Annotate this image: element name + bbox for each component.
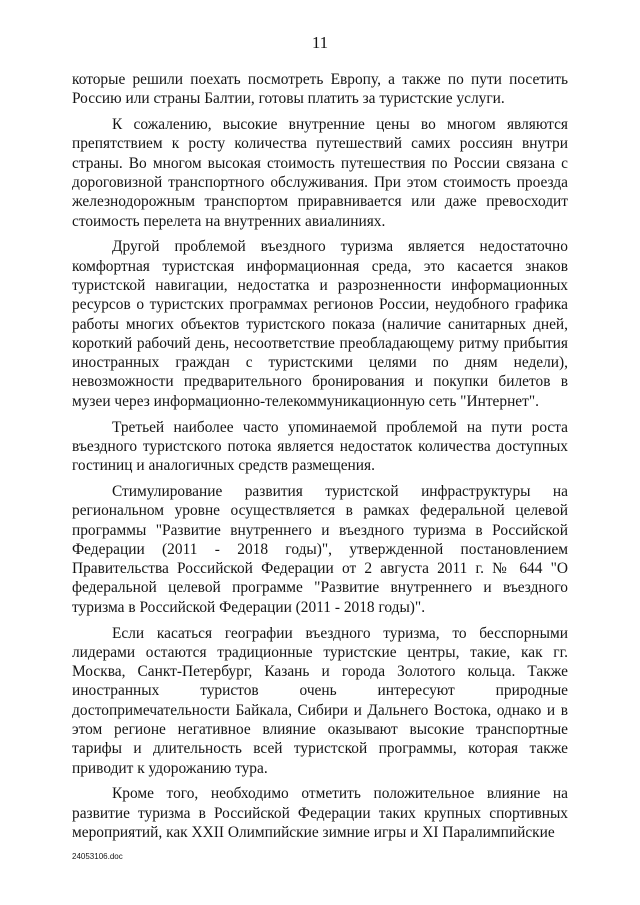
paragraph-geography: Если касаться географии въездного туризма, то бесспорными лидерами остаются традиционные туристские центры, такие, как гг. Москва, Санкт-Петербург, Казань и города Золотого кольца. Также иностранных туристов очень интересуют природные достопримечательности Байкала, Сибири и Дальнего Востока, однако и в этом регионе негативное влияние оказывают высокие транспортные тарифы и длительность всей туристской программы, которая также приводит к удорожанию тура. bbox=[72, 624, 568, 777]
paragraph-hotel-shortage: Третьей наиболее часто упоминаемой проблемой на пути роста въездного туристского потока является недостаток количества доступных гостиниц и аналогичных средств размещения. bbox=[72, 418, 568, 475]
paragraph-infrastructure-program: Стимулирование развития туристской инфраструктуры на региональном уровне осуществляется в рамках федеральной целевой программы "Развитие внутреннего и въездного туризма в Российской Федерации (2011 - 2018 годы)", утвержденной постановлением Правительства Российской Федерации от 2 августа 2011 г. № 644 "О федеральной целевой программе "Развитие внутреннего и въездного туризма в Российской Федерации (2011 - 2018 годы)". bbox=[72, 482, 568, 616]
page-number: 11 bbox=[311, 33, 329, 52]
paragraph-continuation: которые решили поехать посмотреть Европу, а также по пути посетить Россию или страны Балтии, готовы платить за туристские услуги. bbox=[72, 71, 568, 108]
document-body bbox=[72, 70, 568, 849]
paragraph-information-environment: Другой проблемой въездного туризма является недостаточно комфортная туристская информационная среда, это касается знаков туристской навигации, недостатка и разрозненности информационных ресурсов о туристских программах регионов России, неудобного графика работы многих объектов туристского показа (наличие санитарных дней, короткий рабочий день, несоответствие преобладающему ритму прибытия иностранных граждан с туристскими целями по дням недели), невозможности предварительного бронирования и покупки билетов в музеи через информационно-телекоммуникационную сеть "Интернет". bbox=[72, 238, 568, 410]
paragraph-sport-events: Кроме того, необходимо отметить положительное влияние на развитие туризма в Российской Федерации таких крупных спортивных мероприятий, как XXII Олимпийские зимние игры и XI Паралимпийские bbox=[72, 785, 568, 841]
footer-filename: 24053106.doc bbox=[72, 852, 123, 861]
paragraph-high-prices: К сожалению, высокие внутренние цены во многом являются препятствием к росту количества путешествий самих россиян внутри страны. Во многом высокая стоимость путешествия по России связана с дороговизной транспортного обслуживания. При этом стоимость проезда железнодорожным транспортом приравнивается или даже превосходит стоимость перелета на внутренних авиалиниях. bbox=[72, 116, 568, 230]
